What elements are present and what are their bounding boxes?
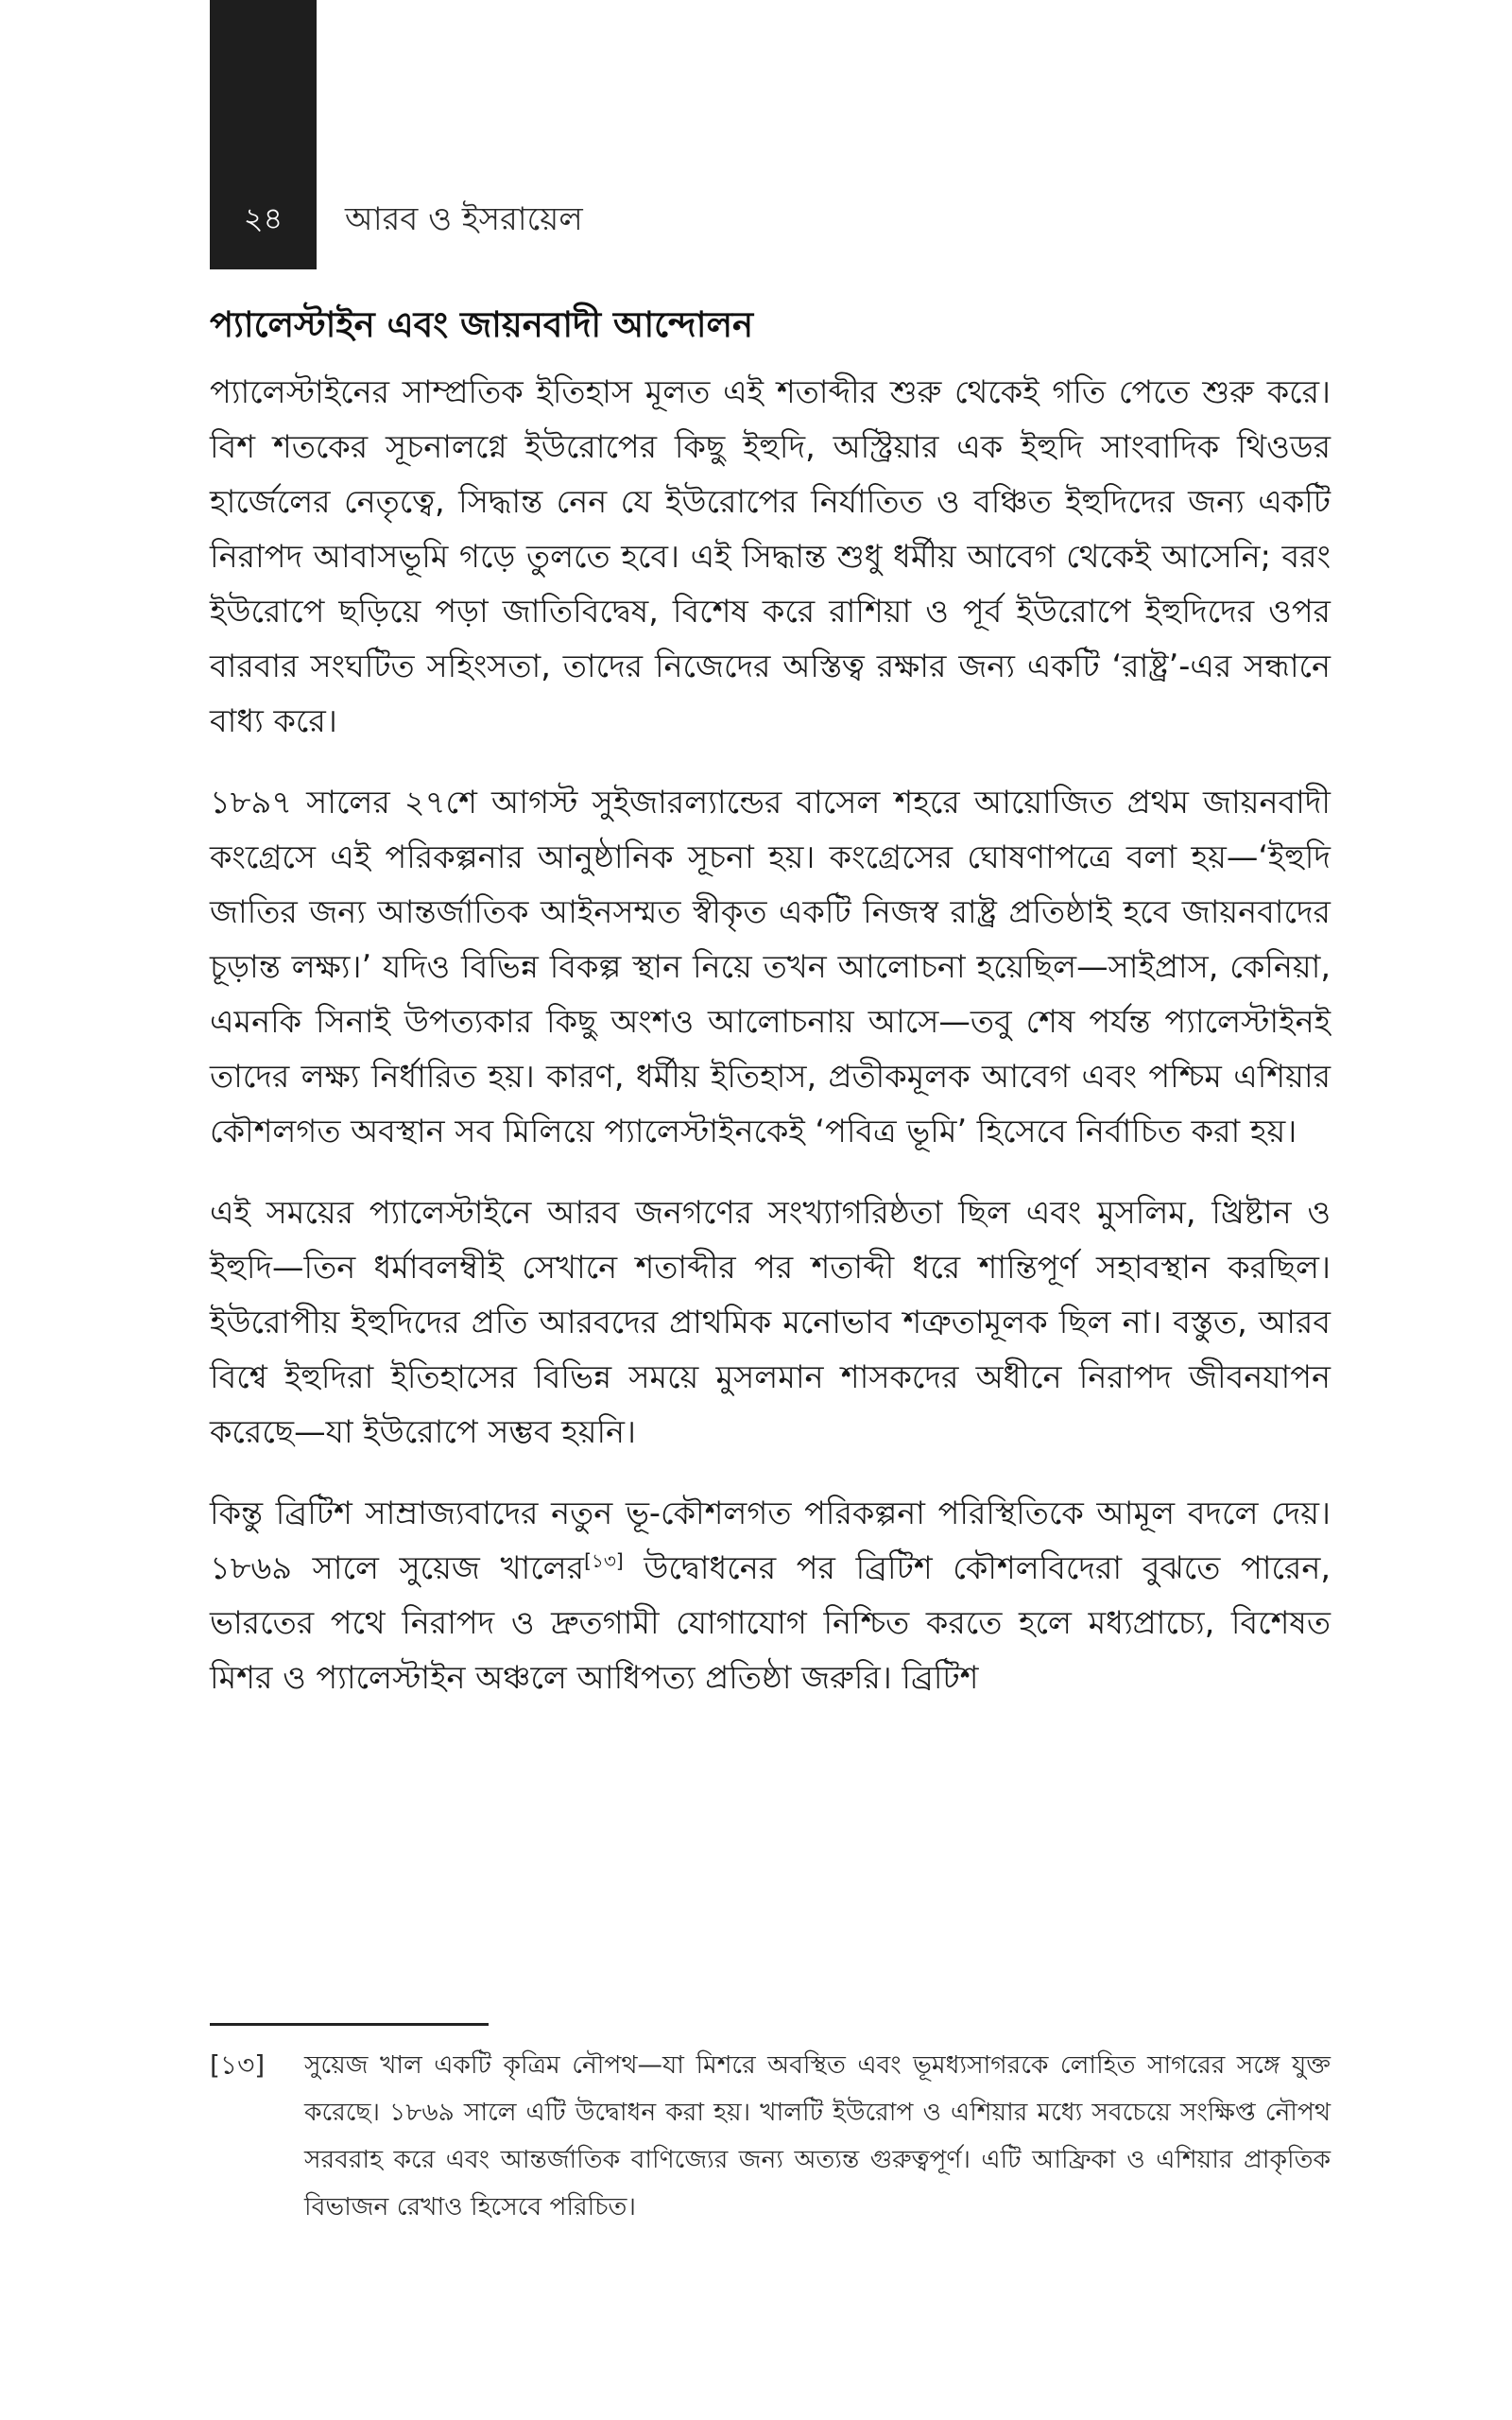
footnote-reference[interactable]: [১৩] [584, 1548, 624, 1572]
body-paragraph: প্যালেস্টাইনের সাম্প্রতিক ইতিহাস মূলত এই শতাব্দীর শুরু থেকেই গতি পেতে শুরু করে। বিশ শতকের সূচনালগ্নে ইউরোপের কিছু ইহুদি, অস্ট্রিয়ার এক ইহুদি সাংবাদিক থিওডর হার্জেলের নেতৃত্বে, সিদ্ধান্ত নেন যে ইউরোপের নির্যাতিত ও বঞ্চিত ইহুদিদের জন্য একটি নিরাপদ আবাসভূমি গড়ে তুলতে হবে। এই সিদ্ধান্ত শুধু ধর্মীয় আবেগ থেকেই আসেনি; বরং ইউরোপে ছড়িয়ে পড়া জাতিবিদ্বেষ, বিশেষ করে রাশিয়া ও পূর্ব ইউরোপে ইহুদিদের ওপর বারবার সংঘটিত সহিংসতা, তাদের নিজেদের অস্তিত্ব রক্ষার জন্য একটি ‘রাষ্ট্র’-এর সন্ধানে বাধ্য করে। [210, 373, 1331, 740]
body-paragraph: এই সময়ের প্যালেস্টাইনে আরব জনগণের সংখ্যাগরিষ্ঠতা ছিল এবং মুসলিম, খ্রিষ্টান ও ইহুদি—তিন ধর্মাবলম্বীই সেখানে শতাব্দীর পর শতাব্দী ধরে শান্তিপূর্ণ সহাবস্থান করছিল। ইউরোপীয় ইহুদিদের প্রতি আরবদের প্রাথমিক মনোভাব শত্রুতামূলক ছিল না। বস্তুত, আরব বিশ্বে ইহুদিরা ইতিহাসের বিভিন্ন সময়ে মুসলমান শাসকদের অধীনে নিরাপদ জীবনযাপন করেছে—যা ইউরোপে সম্ভব হয়নি। [210, 1194, 1331, 1451]
footnote-text: সুয়েজ খাল একটি কৃত্রিম নৌপথ—যা মিশরে অবস্থিত এবং ভূমধ্যসাগরকে লোহিত সাগরের সঙ্গে যুক্ত করেছে। ১৮৬৯ সালে এটি উদ্বোধন করা হয়। খালটি ইউরোপ ও এশিয়ার মধ্যে সবচেয়ে সংক্ষিপ্ত নৌপথ সরবরাহ করে এবং আন্তর্জাতিক বাণিজ্যের জন্য অত্যন্ত গুরুত্বপূর্ণ। এটি আফ্রিকা ও এশিয়ার প্রাকৃতিক বিভাজন রেখাও হিসেবে পরিচিত। [304, 2050, 1331, 2221]
running-head-title: আরব ও ইসরায়েল [345, 200, 583, 238]
main-content [210, 302, 1331, 1732]
footnote-divider [210, 2023, 489, 2026]
footnote-marker: [১৩] [210, 2049, 266, 2081]
body-paragraph [210, 1486, 1331, 1705]
section-heading: প্যালেস্টাইন এবং জায়নবাদী আন্দোলন [210, 304, 754, 345]
page-number: ২৪ [243, 200, 284, 236]
paragraph-text: উদ্বোধনের পর ব্রিটিশ কৌশলবিদেরা বুঝতে পারেন, ভারতের পথে নিরাপদ ও দ্রুতগামী যোগাযোগ নিশ্চিত করতে হলে মধ্যপ্রাচ্যে, বিশেষত মিশর ও প্যালেস্টাইন অঞ্চলে আধিপত্য প্রতিষ্ঠা জরুরি। ব্রিটিশ [210, 1549, 1331, 1697]
footnote [210, 2042, 1331, 2231]
paragraph-text: কিন্তু ব্রিটিশ সাম্রাজ্যবাদের নতুন ভূ-কৌশলগত পরিকল্পনা পরিস্থিতিকে আমূল বদলে দেয়। ১৮৬৯ সালে সুয়েজ খালের [210, 1495, 1331, 1587]
page-number-tab [210, 0, 317, 269]
body-paragraph: ১৮৯৭ সালের ২৭শে আগস্ট সুইজারল্যান্ডের বাসেল শহরে আয়োজিত প্রথম জায়নবাদী কংগ্রেসে এই পরিকল্পনার আনুষ্ঠানিক সূচনা হয়। কংগ্রেসের ঘোষণাপত্রে বলা হয়—‘ইহুদি জাতির জন্য আন্তর্জাতিক আইনসম্মত স্বীকৃত একটি নিজস্ব রাষ্ট্র প্রতিষ্ঠাই হবে জায়নবাদের চূড়ান্ত লক্ষ্য।’ যদিও বিভিন্ন বিকল্প স্থান নিয়ে তখন আলোচনা হয়েছিল—সাইপ্রাস, কেনিয়া, এমনকি সিনাই উপত্যকার কিছু অংশও আলোচনায় আসে—তবু শেষ পর্যন্ত প্যালেস্টাইনই তাদের লক্ষ্য নির্ধারিত হয়। কারণ, ধর্মীয় ইতিহাস, প্রতীকমূলক আবেগ এবং পশ্চিম এশিয়ার কৌশলগত অবস্থান সব মিলিয়ে প্যালেস্টাইনকেই ‘পবিত্র ভূমি’ হিসেবে নির্বাচিত করা হয়। [210, 784, 1331, 1150]
